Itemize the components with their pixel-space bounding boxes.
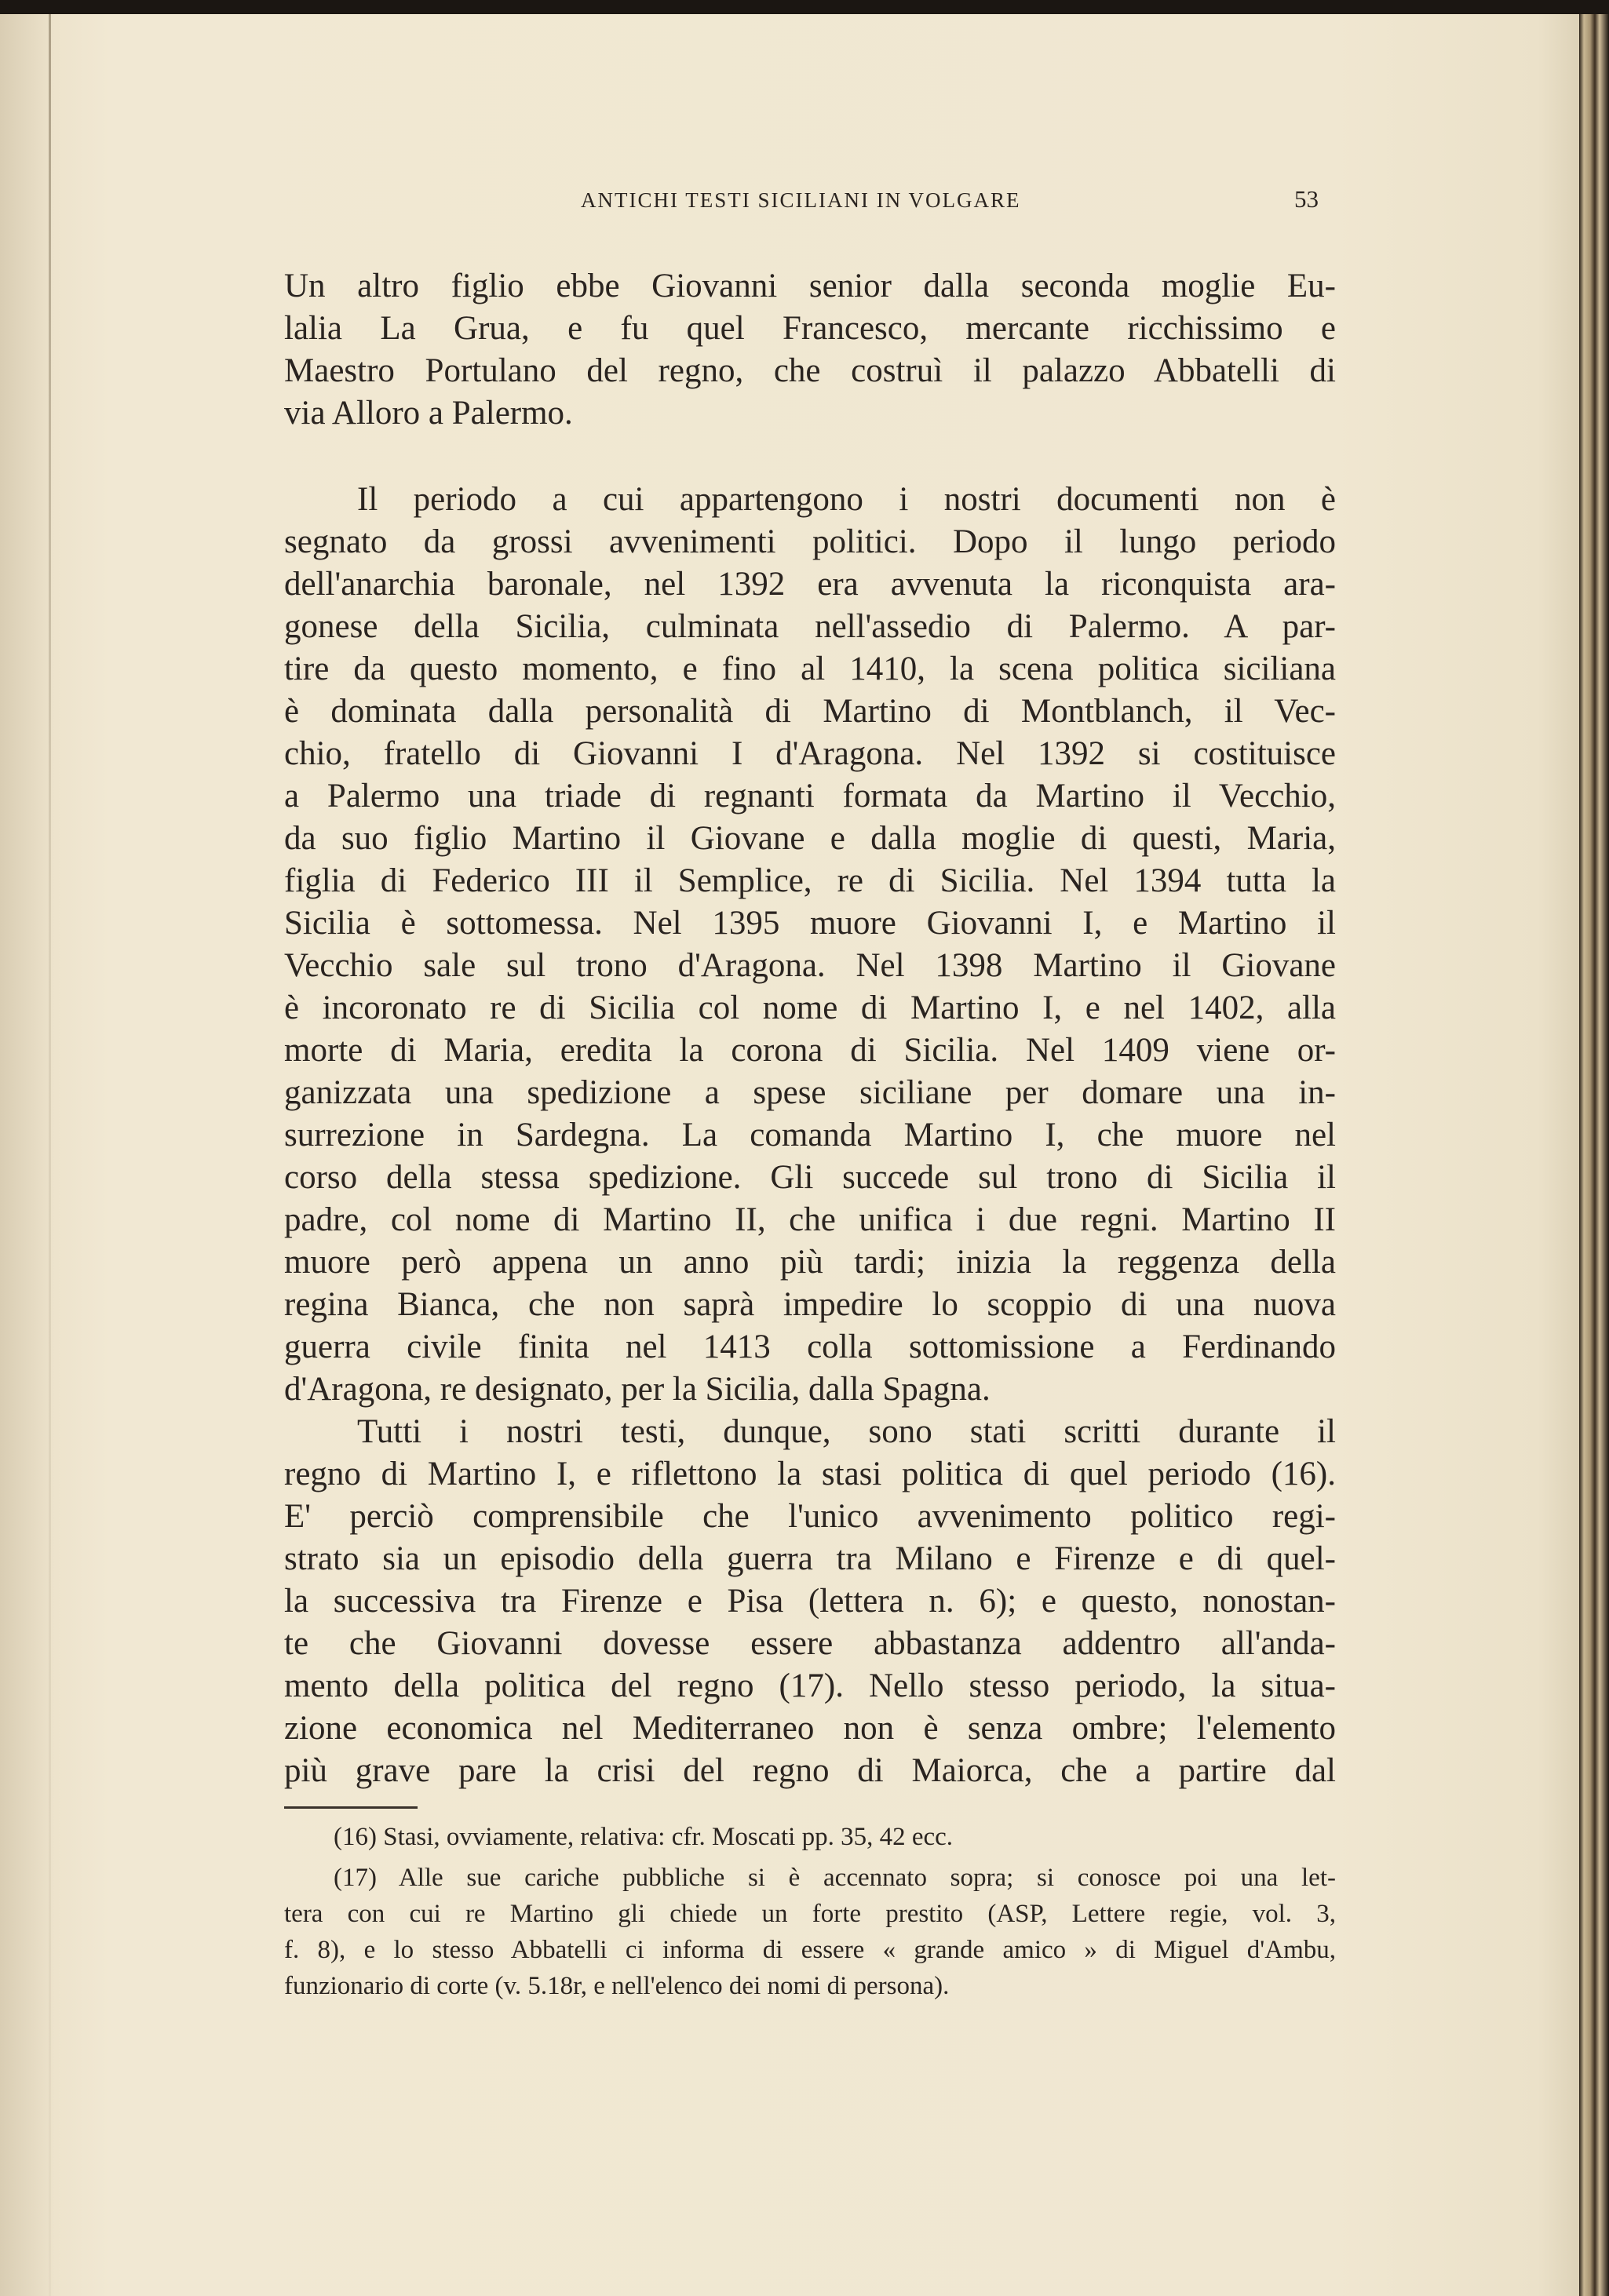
footnote-line: funzionario di corte (v. 5.18r, e nell'elenco dei nomi di persona). — [284, 1972, 950, 2000]
text-line: E' perciò comprensibile che l'unico avvenimento politico regi- — [284, 1498, 1336, 1535]
text-line: lalia La Grua, e fu quel Francesco, mercante ricchissimo e — [284, 310, 1336, 347]
page-fold — [49, 14, 51, 2296]
paragraph — [284, 1411, 1336, 1792]
footnote-rule — [284, 1806, 418, 1809]
running-head: ANTICHI TESTI SICILIANI IN VOLGARE — [581, 188, 1021, 212]
paragraph — [284, 479, 1336, 1411]
text-line: Tutti i nostri testi, dunque, sono stati scritti durante il — [357, 1413, 1336, 1450]
text-line: è incoronato re di Sicilia col nome di Martino I, e nel 1402, alla — [284, 989, 1336, 1026]
paragraph-gap — [284, 435, 1336, 479]
footnote-line: (17) Alle sue cariche pubbliche si è accennato sopra; si conosce poi una let- — [334, 1864, 1336, 1892]
text-line: ganizzata una spedizione a spese siciliane per domare una in- — [284, 1074, 1336, 1111]
text-line: più grave pare la crisi del regno di Maiorca, che a partire dal — [284, 1752, 1336, 1789]
text-line: Un altro figlio ebbe Giovanni senior dalla seconda moglie Eu- — [284, 268, 1336, 304]
text-line: strato sia un episodio della guerra tra Milano e Firenze e di quel- — [284, 1540, 1336, 1577]
text-line: guerra civile finita nel 1413 colla sottomissione a Ferdinando — [284, 1328, 1336, 1365]
body-text — [284, 265, 1336, 1792]
page-number: 53 — [1294, 185, 1319, 213]
text-line: tire da questo momento, e fino al 1410, la scena politica siciliana — [284, 651, 1336, 687]
text-line: Vecchio sale sul trono d'Aragona. Nel 1398 Martino il Giovane — [284, 947, 1336, 984]
text-line: da suo figlio Martino il Giovane e dalla moglie di questi, Maria, — [284, 820, 1336, 857]
text-line: a Palermo una triade di regnanti formata da Martino il Vecchio, — [284, 778, 1336, 815]
footnote-line: f. 8), e lo stesso Abbatelli ci informa di essere « grande amico » di Miguel d'Ambu, — [284, 1936, 1336, 1964]
footnote — [284, 1819, 1336, 1855]
footnote — [284, 1860, 1336, 2004]
paragraph — [284, 265, 1336, 435]
footnote-line: (16) Stasi, ovviamente, relativa: cfr. Moscati pp. 35, 42 ecc. — [334, 1823, 954, 1851]
text-line: gonese della Sicilia, culminata nell'assedio di Palermo. A par- — [284, 608, 1336, 645]
text-line: segnato da grossi avvenimenti politici. Dopo il lungo periodo — [284, 523, 1336, 560]
text-line: figlia di Federico III il Semplice, re di Sicilia. Nel 1394 tutta la — [284, 862, 1336, 899]
text-line: surrezione in Sardegna. La comanda Martino I, che muore nel — [284, 1117, 1336, 1153]
text-line: regno di Martino I, e riflettono la stasi politica di quel periodo (16). — [284, 1456, 1336, 1492]
page-edge — [1579, 14, 1609, 2296]
text-line: la successiva tra Firenze e Pisa (lettera n. 6); e questo, nonostan- — [284, 1583, 1336, 1620]
text-line: d'Aragona, re designato, per la Sicilia, dalla Spagna. — [284, 1371, 991, 1408]
text-line: chio, fratello di Giovanni I d'Aragona. Nel 1392 si costituisce — [284, 735, 1336, 772]
text-line: è dominata dalla personalità di Martino di Montblanch, il Vec- — [284, 693, 1336, 730]
text-line: via Alloro a Palermo. — [284, 395, 573, 432]
footnotes — [284, 1819, 1336, 2004]
text-line: muore però appena un anno più tardi; inizia la reggenza della — [284, 1244, 1336, 1281]
text-line: padre, col nome di Martino II, che unifica i due regni. Martino II — [284, 1201, 1336, 1238]
text-line: regina Bianca, che non saprà impedire lo scoppio di una nuova — [284, 1286, 1336, 1323]
text-line: corso della stessa spedizione. Gli succede sul trono di Sicilia il — [284, 1159, 1336, 1196]
text-line: dell'anarchia baronale, nel 1392 era avvenuta la riconquista ara- — [284, 566, 1336, 603]
text-line: mento della politica del regno (17). Nello stesso periodo, la situa- — [284, 1667, 1336, 1704]
footnote-line: tera con cui re Martino gli chiede un forte prestito (ASP, Lettere regie, vol. 3, — [284, 1900, 1336, 1928]
text-line: te che Giovanni dovesse essere abbastanza addentro all'anda- — [284, 1625, 1336, 1662]
text-line: Maestro Portulano del regno, che costruì il palazzo Abbatelli di — [284, 352, 1336, 389]
text-line: morte di Maria, eredita la corona di Sicilia. Nel 1409 viene or- — [284, 1032, 1336, 1069]
text-line: Il periodo a cui appartengono i nostri documenti non è — [357, 481, 1336, 518]
text-line: zione economica nel Mediterraneo non è senza ombre; l'elemento — [284, 1710, 1336, 1747]
text-line: Sicilia è sottomessa. Nel 1395 muore Giovanni I, e Martino il — [284, 905, 1336, 942]
